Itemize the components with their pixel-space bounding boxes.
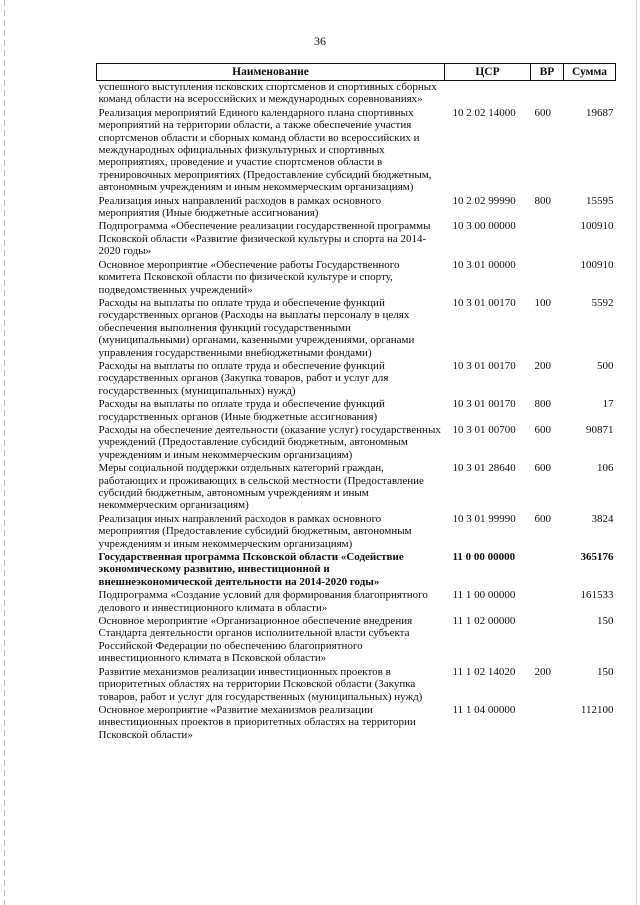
cell-vr: 600 <box>534 462 551 475</box>
table-row <box>97 398 616 424</box>
cell-name: Расходы на выплаты по оплате труда и обеспечение функций государственных органов (Закупка товаров, работ и услуг для государственных (муниципальных) нужд) <box>98 359 389 397</box>
table-row <box>97 424 616 462</box>
cell-sum: 112100 <box>580 703 614 716</box>
cell-name: Реализация иных направлений расходов в рамках основного мероприятия (Предоставление субсидий бюджетным, автономным учреждениям и иным некоммерческим организациям) <box>98 512 412 550</box>
cell-vr <box>531 81 564 107</box>
cell-vr: 100 <box>534 296 551 309</box>
cell-name: Подпрограмма «Обеспечение реализации государственной программы Псковской области «Развитие физической культуры и спорта на 2014-2020 годы» <box>98 220 431 258</box>
cell-name: Основное мероприятие «Развитие механизмов реализации инвестиционных проектов в приоритетных областях на территории Псковской области» <box>98 703 416 741</box>
cell-vr <box>531 220 564 258</box>
cell-vr: 800 <box>534 194 551 207</box>
cell-sum: 3824 <box>591 512 614 525</box>
cell-vr <box>531 551 564 589</box>
cell-sum: 17 <box>602 398 614 411</box>
cell-name: успешного выступления псковских спортсменов и спортивных сборных команд области на всероссийских и международных соревнованиях» <box>98 81 437 106</box>
table-row <box>97 297 616 360</box>
cell-sum: 19687 <box>586 106 614 119</box>
header-vr: ВР <box>531 64 564 81</box>
cell-vr: 600 <box>534 423 551 436</box>
cell-csr: 10 3 01 00000 <box>452 258 516 271</box>
cell-vr <box>531 259 564 297</box>
cell-sum: 150 <box>597 615 614 628</box>
cell-csr: 11 1 04 00000 <box>452 703 516 716</box>
cell-vr: 600 <box>534 512 551 525</box>
cell-csr: 10 3 01 00170 <box>452 398 516 411</box>
cell-vr: 800 <box>534 398 551 411</box>
scan-edge-right <box>636 0 637 905</box>
cell-name: Расходы на выплаты по оплате труда и обеспечение функций государственных органов (Расходы на выплаты персоналу в целях обеспечения выполнения функций государственными (муниципальными) органами, казенными учреждениями, органами управления государственными внебюджетными фондами) <box>98 296 415 359</box>
table-row <box>97 81 616 107</box>
table-header-row <box>97 64 616 81</box>
cell-sum <box>564 81 616 107</box>
table-row <box>97 220 616 258</box>
cell-vr: 200 <box>534 359 551 372</box>
cell-name: Меры социальной поддержки отдельных категорий граждан, работающих и проживающих в сельской местности (Предоставление субсидий бюджетным, автономным учреждениям и иным некоммерческим организациям) <box>98 462 424 512</box>
table-row <box>97 195 616 221</box>
cell-sum: 100910 <box>580 220 614 233</box>
table-row <box>97 360 616 398</box>
cell-csr: 11 1 02 14020 <box>452 665 516 678</box>
cell-sum: 150 <box>597 665 614 678</box>
cell-csr: 10 3 00 00000 <box>452 220 516 233</box>
table-row <box>97 513 616 551</box>
cell-csr: 10 2 02 99990 <box>452 194 516 207</box>
cell-name: Расходы на выплаты по оплате труда и обеспечение функций государственных органов (Иные бюджетные ассигнования) <box>98 398 385 423</box>
page-number: 36 <box>314 34 326 48</box>
cell-sum: 365176 <box>580 551 614 564</box>
cell-vr: 200 <box>534 665 551 678</box>
cell-vr <box>531 615 564 666</box>
cell-name: Основное мероприятие «Обеспечение работы Государственного комитета Псковской области по физической культуре и спорту, подведомственных учреждений» <box>98 258 400 296</box>
cell-csr: 10 3 01 28640 <box>452 462 516 475</box>
cell-csr: 10 3 01 99990 <box>452 512 516 525</box>
header-csr: ЦСР <box>445 64 531 81</box>
table-row <box>97 666 616 704</box>
table-row <box>97 704 616 742</box>
cell-csr <box>445 81 531 107</box>
cell-sum: 100910 <box>580 258 614 271</box>
cell-csr: 10 2 02 14000 <box>452 106 516 119</box>
table-row <box>97 259 616 297</box>
table-row <box>97 615 616 666</box>
cell-csr: 10 3 01 00170 <box>452 296 516 309</box>
table-row <box>97 462 616 513</box>
cell-sum: 161533 <box>580 589 614 602</box>
cell-name: Государственная программа Псковской области «Содействие экономическому развитию, инвестиционной и внешнеэкономической деятельности на 2014-2020 годы» <box>98 551 404 588</box>
cell-csr: 10 3 01 00700 <box>452 423 516 436</box>
cell-name: Развитие механизмов реализации инвестиционных проектов в приоритетных областях на территории Псковской области (Закупка товаров, работ и услуг для государственных (муниципальных) нужд) <box>98 665 423 703</box>
cell-name: Реализация иных направлений расходов в рамках основного мероприятия (Иные бюджетные ассигнования) <box>98 194 382 220</box>
table-row <box>97 107 616 195</box>
cell-name: Расходы на обеспечение деятельности (оказание услуг) государственных учреждений (Предоставление субсидий бюджетным, автономным учреждениям и иным некоммерческим организациям) <box>98 423 441 461</box>
header-name: Наименование <box>97 64 445 81</box>
cell-vr: 600 <box>534 106 551 119</box>
cell-vr <box>531 589 564 615</box>
cell-sum: 90871 <box>586 423 614 436</box>
cell-sum: 106 <box>597 462 614 475</box>
cell-csr: 11 1 00 00000 <box>452 589 516 602</box>
cell-name: Основное мероприятие «Организационное обеспечение внедрения Стандарта деятельности органов исполнительной власти субъекта Российской Федерации по обеспечению благоприятного инвестиционного климата в Псковской области» <box>98 615 413 665</box>
cell-csr: 11 0 00 00000 <box>452 551 516 564</box>
cell-sum: 500 <box>597 359 614 372</box>
header-sum: Сумма <box>564 64 616 81</box>
scan-edge-left <box>4 0 5 905</box>
table-row <box>97 551 616 589</box>
table-body <box>97 81 616 743</box>
cell-csr: 10 3 01 00170 <box>452 359 516 372</box>
cell-name: Подпрограмма «Создание условий для формирования благоприятного делового и инвестиционного климата в области» <box>98 589 428 614</box>
cell-name: Реализация мероприятий Единого календарного плана спортивных мероприятий на территории области, а также обеспечение участия спортсменов области и сборных команд области во всероссийских и международных официальных физкультурных и спортивных мероприятиях, проведение и участие спортсменов области в тренировочных мероприятиях (Предоставление субсидий бюджетным, автономным учреждениям и иным некоммерческим организациям) <box>98 106 432 194</box>
budget-table <box>96 63 616 742</box>
cell-csr: 11 1 02 00000 <box>452 615 516 628</box>
cell-sum: 15595 <box>586 194 614 207</box>
table-row <box>97 589 616 615</box>
cell-vr <box>531 704 564 742</box>
cell-sum: 5592 <box>591 296 614 309</box>
